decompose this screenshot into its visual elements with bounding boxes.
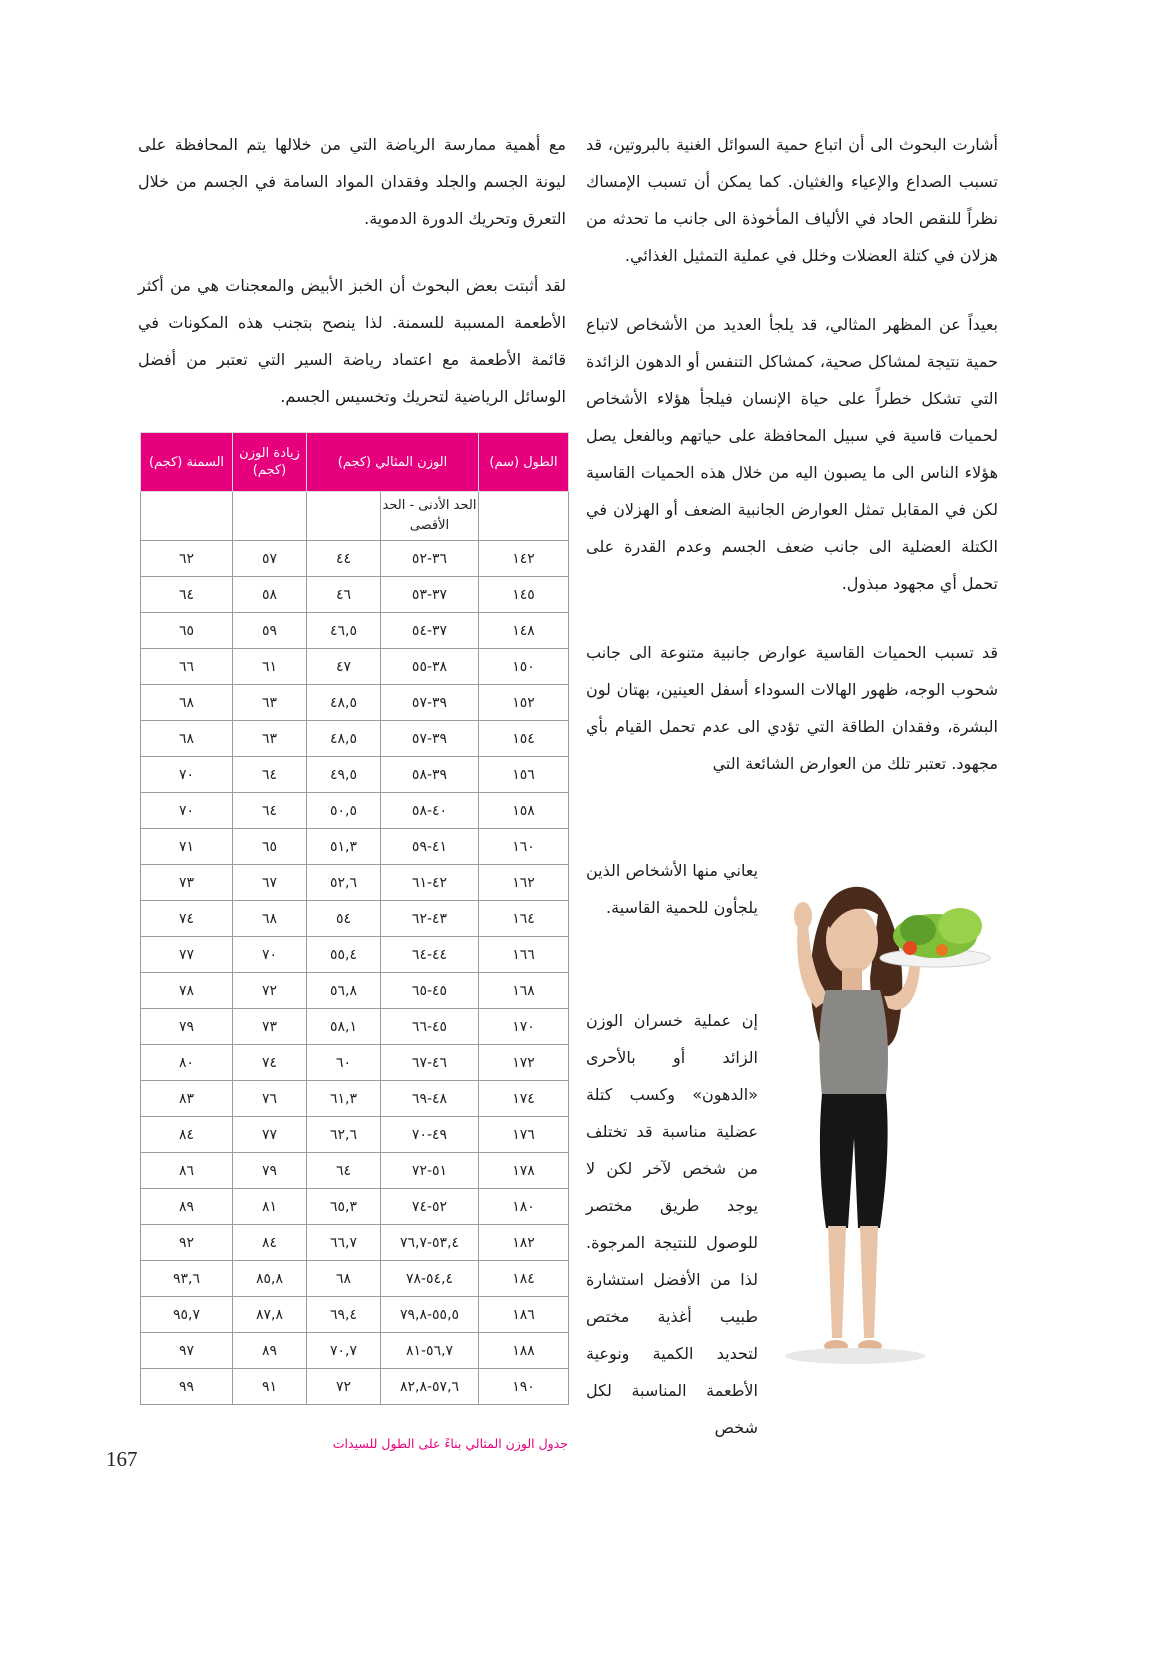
- table-row: [141, 829, 569, 865]
- table-row: [141, 1045, 569, 1081]
- cell-ideal-range: ٥٥,٥-٧٩,٨: [381, 1297, 479, 1333]
- cell-obesity: ٨٠: [141, 1045, 233, 1081]
- cell-height: ١٦٦: [479, 937, 569, 973]
- cell-ideal-range: ٥٧,٦-٨٢,٨: [381, 1369, 479, 1405]
- cell-ideal-range: ٤٠-٥٨: [381, 793, 479, 829]
- cell-obesity: ٩٧: [141, 1333, 233, 1369]
- cell-obesity: ٩٢: [141, 1225, 233, 1261]
- cell-ideal-range: ٣٧-٥٤: [381, 613, 479, 649]
- cell-height: ١٧٤: [479, 1081, 569, 1117]
- cell-height: ١٨٢: [479, 1225, 569, 1261]
- cell-ideal-value: ٤٦,٥: [307, 613, 381, 649]
- cell-overweight: ٧٩: [233, 1153, 307, 1189]
- cell-overweight: ٨٧,٨: [233, 1297, 307, 1333]
- cell-obesity: ٧٤: [141, 901, 233, 937]
- cell-ideal-value: ٦٨: [307, 1261, 381, 1297]
- cell-ideal-range: ٣٩-٥٧: [381, 685, 479, 721]
- cell-ideal-range: ٤٤-٦٤: [381, 937, 479, 973]
- cell-ideal-range: ٥١-٧٢: [381, 1153, 479, 1189]
- table-row: [141, 793, 569, 829]
- cell-overweight: ٧٤: [233, 1045, 307, 1081]
- ideal-weight-table: [140, 432, 569, 1405]
- table-row: [141, 1117, 569, 1153]
- cell-overweight: ٦٤: [233, 757, 307, 793]
- cell-ideal-range: ٣٩-٥٨: [381, 757, 479, 793]
- cell-overweight: ٥٩: [233, 613, 307, 649]
- cell-height: ١٤٥: [479, 577, 569, 613]
- cell-height: ١٨٤: [479, 1261, 569, 1297]
- table-header-row: [141, 433, 569, 492]
- cell-ideal-value: ٤٩,٥: [307, 757, 381, 793]
- paragraph-health-diet: بعيداً عن المظهر المثالي، قد يلجأ العديد من الأشخاص لاتباع حمية نتيجة لمشاكل صحية، كمشاكل التنفس أو الدهون الزائدة التي تشكل خطراً على حياة الإنسان فيلجأ هؤلاء الأشخاص لحميات قاسية في سبيل المحافظة على حياتهم وبالفعل يصل هؤلاء الناس الى ما يصبون اليه من خلال هذه الحميات القاسية لكن في المقابل تمثل العوارض الجانبية الضعف أو الهزلان في الكتلة العضلية الى جانب ضعف الجسم وعدم القدرة على تحمل أي مجهود مبذول.: [586, 315, 998, 593]
- cell-ideal-value: ٥٥,٤: [307, 937, 381, 973]
- cell-ideal-value: ٥٢,٦: [307, 865, 381, 901]
- cell-ideal-value: ٥٨,١: [307, 1009, 381, 1045]
- cell-obesity: ٦٦: [141, 649, 233, 685]
- cell-obesity: ٦٤: [141, 577, 233, 613]
- cell-ideal-value: ٥٤: [307, 901, 381, 937]
- cell-ideal-value: ٦١,٣: [307, 1081, 381, 1117]
- header-height: الطول (سم): [479, 433, 569, 492]
- cell-obesity: ٧١: [141, 829, 233, 865]
- table-row: [141, 973, 569, 1009]
- table-row: [141, 1081, 569, 1117]
- cell-ideal-range: ٥٤,٤-٧٨: [381, 1261, 479, 1297]
- cell-ideal-range: ٤٥-٦٥: [381, 973, 479, 1009]
- cell-height: ١٥٨: [479, 793, 569, 829]
- table-row: [141, 541, 569, 577]
- cell-ideal-value: ٤٨,٥: [307, 721, 381, 757]
- cell-ideal-range: ٤٦-٦٧: [381, 1045, 479, 1081]
- cell-ideal-range: ٥٣,٤-٧٦,٧: [381, 1225, 479, 1261]
- cell-obesity: ٩٥,٧: [141, 1297, 233, 1333]
- table-row: [141, 1297, 569, 1333]
- cell-overweight: ٧٧: [233, 1117, 307, 1153]
- cell-ideal-range: ٤٩-٧٠: [381, 1117, 479, 1153]
- cell-overweight: ٨١: [233, 1189, 307, 1225]
- cell-ideal-value: ٥١,٣: [307, 829, 381, 865]
- paragraph-bread-pastry: لقد أثبتت بعض البحوث أن الخبز الأبيض والمعجنات هي من أكثر الأطعمة المسببة للسمنة. لذا ينصح بتجنب هذه المكونات في قائمة الأطعمة مع اعتماد رياضة السير التي تعتبر من أفضل الوسائل الرياضية لتحريك وتخسيس الجسم.: [138, 276, 566, 406]
- table-row: [141, 577, 569, 613]
- cell-overweight: ٥٨: [233, 577, 307, 613]
- paragraph-exercise: مع أهمية ممارسة الرياضة التي من خلالها يتم المحافظة على ليونة الجسم والجلد وفقدان المواد السامة في الجسم من خلال التعرق وتحريك الدورة الدموية.: [138, 135, 566, 228]
- cell-ideal-range: ٤٨-٦٩: [381, 1081, 479, 1117]
- table-row: [141, 649, 569, 685]
- cell-overweight: ٦٧: [233, 865, 307, 901]
- cell-height: ١٦٠: [479, 829, 569, 865]
- cell-ideal-value: ٥٠,٥: [307, 793, 381, 829]
- table-row: [141, 901, 569, 937]
- cell-height: ١٦٨: [479, 973, 569, 1009]
- table-row: [141, 685, 569, 721]
- table-row: [141, 1261, 569, 1297]
- cell-overweight: ٧٦: [233, 1081, 307, 1117]
- cell-height: ١٤٢: [479, 541, 569, 577]
- cell-obesity: ٨٣: [141, 1081, 233, 1117]
- subheader-range: الحد الأدنى - الحد الأقصى: [381, 492, 479, 541]
- cell-ideal-range: ٤١-٥٩: [381, 829, 479, 865]
- cell-ideal-range: ٥٢-٧٤: [381, 1189, 479, 1225]
- cell-overweight: ٧٢: [233, 973, 307, 1009]
- cell-ideal-value: ٤٦: [307, 577, 381, 613]
- cell-ideal-value: ٦٤: [307, 1153, 381, 1189]
- cell-height: ١٧٠: [479, 1009, 569, 1045]
- cell-height: ١٥٢: [479, 685, 569, 721]
- table-row: [141, 757, 569, 793]
- header-overweight: زيادة الوزن (كجم): [233, 433, 307, 492]
- page-number: 167: [106, 1447, 138, 1471]
- cell-obesity: ٧٠: [141, 793, 233, 829]
- cell-ideal-range: ٤٥-٦٦: [381, 1009, 479, 1045]
- cell-obesity: ٦٥: [141, 613, 233, 649]
- cell-height: ١٦٢: [479, 865, 569, 901]
- cell-obesity: ٧٣: [141, 865, 233, 901]
- cell-ideal-value: ٦٢,٦: [307, 1117, 381, 1153]
- header-obesity: السمنة (كجم): [141, 433, 233, 492]
- cell-height: ١٧٨: [479, 1153, 569, 1189]
- cell-obesity: ٩٣,٦: [141, 1261, 233, 1297]
- table-row: [141, 1009, 569, 1045]
- cell-height: ١٥٤: [479, 721, 569, 757]
- cell-ideal-value: ٦٠: [307, 1045, 381, 1081]
- table-row: [141, 613, 569, 649]
- cell-ideal-range: ٣٧-٥٣: [381, 577, 479, 613]
- paragraph-weight-loss: إن عملية خسران الوزن الزائد أو بالأحرى «الدهون» وكسب كتلة عضلية مناسبة قد تختلف من شخص لآخر لكن لا يوجد طريق مختصر للوصول للنتيجة المرجوة. لذا من الأفضل استشارة طبيب أغذية مختص لتحديد الكمية ونوعية الأطعمة المناسبة لكل شخص: [586, 1011, 758, 1437]
- cell-overweight: ٧٣: [233, 1009, 307, 1045]
- cell-obesity: ٦٨: [141, 685, 233, 721]
- cell-ideal-value: ٤٨,٥: [307, 685, 381, 721]
- cell-overweight: ٦٣: [233, 721, 307, 757]
- cell-ideal-range: ٤٢-٦١: [381, 865, 479, 901]
- cell-ideal-value: ٤٤: [307, 541, 381, 577]
- cell-ideal-value: ٧٠,٧: [307, 1333, 381, 1369]
- cell-overweight: ٧٠: [233, 937, 307, 973]
- cell-ideal-value: ٦٦,٧: [307, 1225, 381, 1261]
- cell-obesity: ٩٩: [141, 1369, 233, 1405]
- table-row: [141, 1369, 569, 1405]
- cell-overweight: ٦٥: [233, 829, 307, 865]
- cell-obesity: ٨٩: [141, 1189, 233, 1225]
- table-row: [141, 1225, 569, 1261]
- cell-height: ١٨٦: [479, 1297, 569, 1333]
- cell-height: ١٩٠: [479, 1369, 569, 1405]
- cell-height: ١٧٢: [479, 1045, 569, 1081]
- cell-obesity: ٨٦: [141, 1153, 233, 1189]
- cell-height: ١٨٨: [479, 1333, 569, 1369]
- cell-obesity: ٧٨: [141, 973, 233, 1009]
- table-row: [141, 1153, 569, 1189]
- table-row: [141, 865, 569, 901]
- cell-obesity: ٧٧: [141, 937, 233, 973]
- cell-overweight: ٨٩: [233, 1333, 307, 1369]
- cell-overweight: ٦٤: [233, 793, 307, 829]
- cell-overweight: ٥٧: [233, 541, 307, 577]
- cell-obesity: ٦٨: [141, 721, 233, 757]
- cell-ideal-value: ٤٧: [307, 649, 381, 685]
- paragraph-side-effects-continued: يعاني منها الأشخاص الذين يلجأون للحمية القاسية.: [586, 861, 758, 917]
- cell-height: ١٧٦: [479, 1117, 569, 1153]
- cell-height: ١٦٤: [479, 901, 569, 937]
- left-text-column: [138, 126, 566, 415]
- cell-height: ١٤٨: [479, 613, 569, 649]
- paragraph-side-effects: قد تسبب الحميات القاسية عوارض جانبية متنوعة الى جانب شحوب الوجه، ظهور الهالات السوداء أسفل العينين، بهتان لون البشرة، وفقدان الطاقة التي تؤدي الى عدم تحمل القيام بأي مجهود. تعتبر تلك من العوارض الشائعة التي: [586, 643, 998, 773]
- cell-obesity: ٧٠: [141, 757, 233, 793]
- cell-overweight: ٩١: [233, 1369, 307, 1405]
- cell-height: ١٥٦: [479, 757, 569, 793]
- cell-obesity: ٧٩: [141, 1009, 233, 1045]
- paragraph-protein-diet: أشارت البحوث الى أن اتباع حمية السوائل الغنية بالبروتين، قد تسبب الصداع والإعياء والغثيان. كما يمكن أن تسبب الإمساك نظراً للنقص الحاد في الألياف المأخوذة الى جانب ما تحدثه من هزلان في كتلة العضلات وخلل في عملية التمثيل الغذائي.: [586, 135, 998, 265]
- table-row: [141, 1333, 569, 1369]
- cell-overweight: ٨٥,٨: [233, 1261, 307, 1297]
- cell-ideal-value: ٥٦,٨: [307, 973, 381, 1009]
- table-row: [141, 721, 569, 757]
- cell-ideal-range: ٣٦-٥٢: [381, 541, 479, 577]
- table-row: [141, 1189, 569, 1225]
- cell-ideal-value: ٦٥,٣: [307, 1189, 381, 1225]
- woman-holding-plate-image: [770, 868, 1040, 1446]
- cell-ideal-range: ٤٣-٦٢: [381, 901, 479, 937]
- cell-overweight: ٦٣: [233, 685, 307, 721]
- cell-height: ١٥٠: [479, 649, 569, 685]
- cell-ideal-range: ٣٨-٥٥: [381, 649, 479, 685]
- header-ideal-weight: الوزن المثالي (كجم): [307, 433, 479, 492]
- cell-overweight: ٨٤: [233, 1225, 307, 1261]
- cell-ideal-range: ٥٦,٧-٨١: [381, 1333, 479, 1369]
- cell-overweight: ٦١: [233, 649, 307, 685]
- cell-ideal-range: ٣٩-٥٧: [381, 721, 479, 757]
- table-row: [141, 937, 569, 973]
- cell-height: ١٨٠: [479, 1189, 569, 1225]
- cell-ideal-value: ٧٢: [307, 1369, 381, 1405]
- table-subheader-row: [141, 492, 569, 541]
- cell-obesity: ٦٢: [141, 541, 233, 577]
- cell-ideal-value: ٦٩,٤: [307, 1297, 381, 1333]
- cell-overweight: ٦٨: [233, 901, 307, 937]
- cell-obesity: ٨٤: [141, 1117, 233, 1153]
- right-text-column: [586, 126, 998, 782]
- table-caption: جدول الوزن المثالي بناءً على الطول للسيدات: [332, 1436, 568, 1451]
